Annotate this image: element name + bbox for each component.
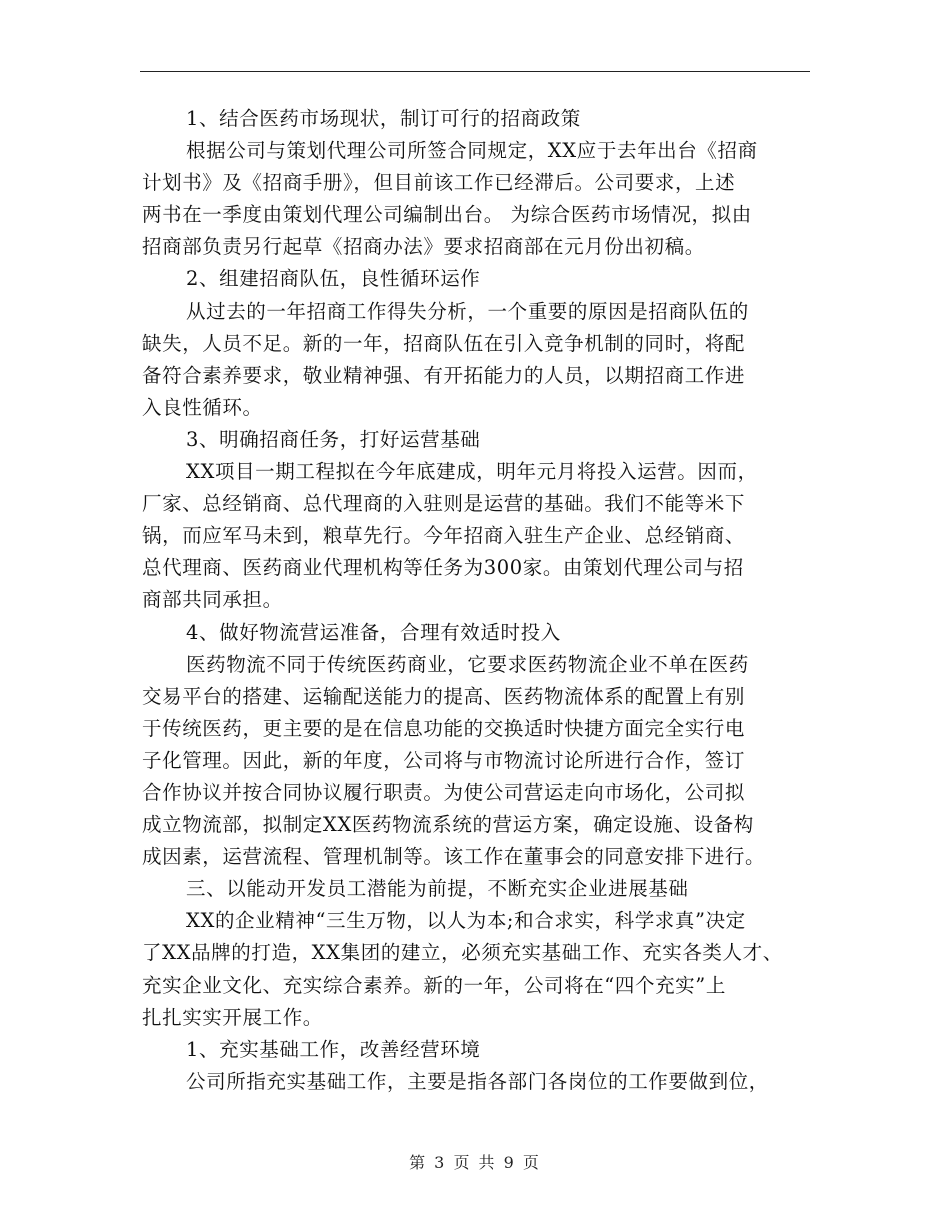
text-line: XX项目一期工程拟在今年底建成，明年元月将投入运营。因而， xyxy=(186,460,758,484)
text-line: 缺失，人员不足。新的一年，招商队伍在引入竞争机制的同时，将配 xyxy=(142,331,746,355)
text-line: 1、结合医药市场现状，制订可行的招商政策 xyxy=(186,107,581,130)
text-line: 备符合素养要求，敬业精神强、有开拓能力的人员，以期招商工作进 xyxy=(142,363,746,387)
text-line: 1、充实基础工作，改善经营环境 xyxy=(186,1037,481,1061)
header-rule xyxy=(140,71,810,72)
text-line: 4、做好物流营运准备，合理有效适时投入 xyxy=(186,620,561,644)
text-line: 成因素，运营流程、管理机制等。该工作在董事会的同意安排下进行。 xyxy=(142,845,766,869)
text-line: 医药物流不同于传统医药商业，它要求医药物流企业不单在医药 xyxy=(186,652,749,676)
text-line: 充实企业文化、充实综合素养。新的一年，公司将在“四个充实”上 xyxy=(142,973,726,997)
text-line: 合作协议并按合同协议履行职责。为使公司营运走向市场化，公司拟 xyxy=(142,780,746,804)
text-line: 计划书》及《招商手册》，但目前该工作已经滞后。公司要求，上述 xyxy=(142,171,736,195)
text-line: 3、明确招商任务，打好运营基础 xyxy=(186,427,481,451)
text-line: 总代理商、医药商业代理机构等任务为300家。由策划代理公司与招 xyxy=(142,556,744,580)
text-line: 公司所指充实基础工作，主要是指各部门各岗位的工作要做到位， xyxy=(186,1069,769,1093)
text-line: 了XX品牌的打造，XX集团的建立，必须充实基础工作、充实各类人才、 xyxy=(142,941,783,965)
text-line: 从过去的一年招商工作得失分析，一个重要的原因是招商队伍的 xyxy=(186,299,749,323)
text-line: 两书在一季度由策划代理公司编制出台。 为综合医药市场情况，拟由 xyxy=(142,203,752,227)
text-line: 入良性循环。 xyxy=(142,395,263,419)
text-line: XX的企业精神“三生万物，以人为本;和合求实，科学求真”决定 xyxy=(186,909,746,933)
document-body xyxy=(142,103,814,1098)
text-line: 根据公司与策划代理公司所签合同规定，XX应于去年出台《招商 xyxy=(186,139,758,163)
text-line: 商部共同承担。 xyxy=(142,588,283,612)
page-footer: 第 3 页 共 9 页 xyxy=(409,1153,541,1172)
text-line: 扎扎实实开展工作。 xyxy=(142,1005,323,1029)
text-line: 成立物流部，拟制定XX医药物流系统的营运方案，确定设施、设备构 xyxy=(142,813,754,837)
text-line: 子化管理。因此，新的年度，公司将与市物流讨论所进行合作，签订 xyxy=(142,748,746,772)
text-line: 于传统医药，更主要的是在信息功能的交换适时快捷方面完全实行电 xyxy=(142,716,746,740)
text-line: 交易平台的搭建、运输配送能力的提高、医药物流体系的配置上有别 xyxy=(142,684,746,708)
text-line: 2、组建招商队伍，良性循环运作 xyxy=(186,267,481,291)
text-line: 三、以能动开发员工潜能为前提，不断充实企业进展基础 xyxy=(186,877,689,901)
text-line: 锅，而应军马未到，粮草先行。今年招商入驻生产企业、总经销商、 xyxy=(142,524,746,548)
text-line: 招商部负责另行起草《招商办法》要求招商部在元月份出初稿。 xyxy=(142,235,705,259)
text-line: 厂家、总经销商、总代理商的入驻则是运营的基础。我们不能等米下 xyxy=(142,492,746,516)
